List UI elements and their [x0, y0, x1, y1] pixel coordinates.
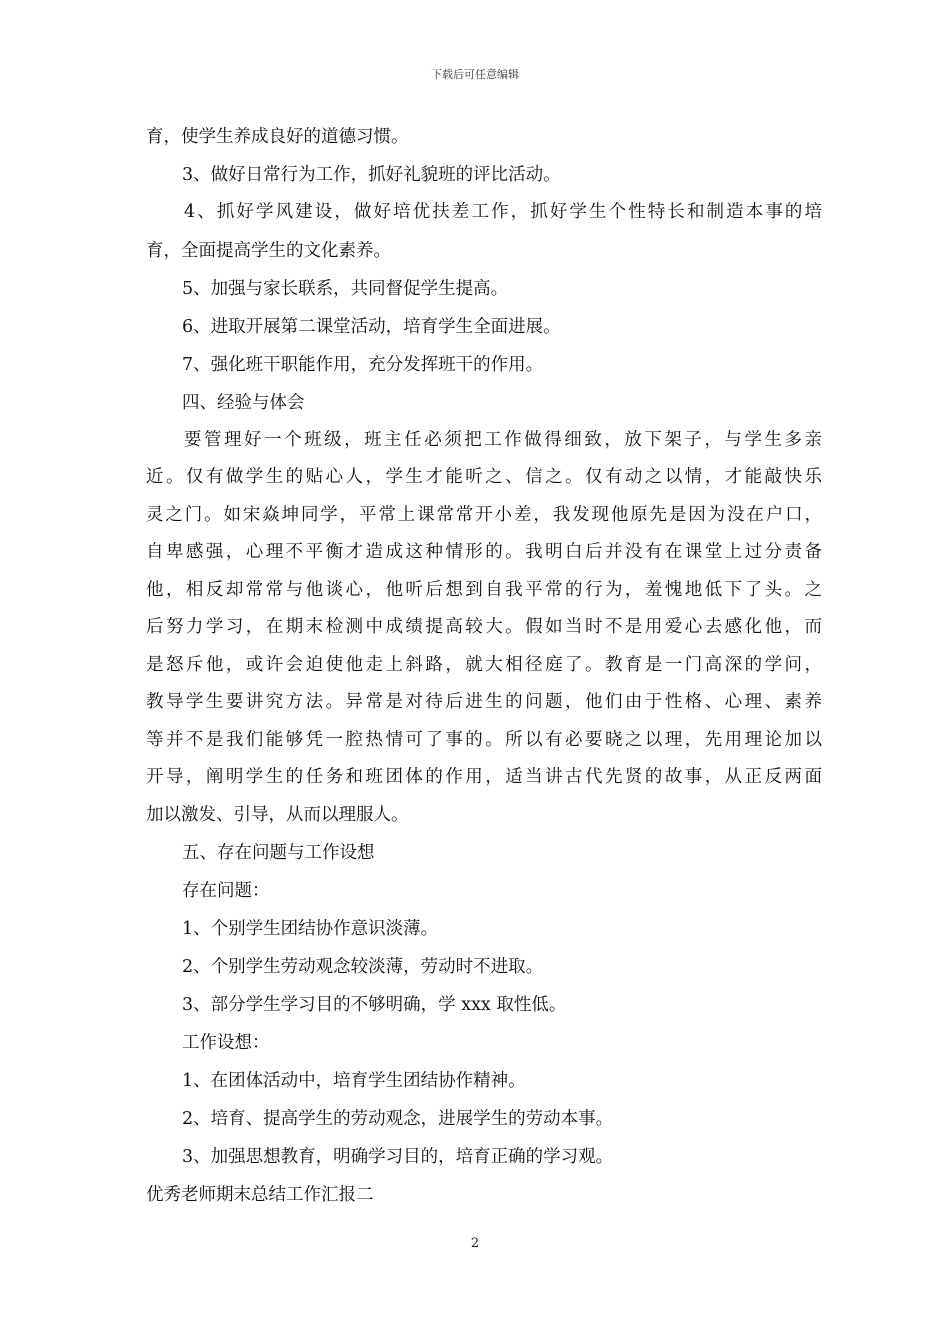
- paragraph-line: 灵之门。如宋焱坤同学，平常上课常常开小差，我发现他原先是因为没在户口，: [146, 504, 822, 525]
- plan-item-3: 3、加强思想教育，明确学习目的，培育正确的学习观。: [182, 1147, 614, 1167]
- problem-item-1: 1、个别学生团结协作意识淡薄。: [182, 919, 439, 939]
- problem-item-3: 3、部分学生学习目的不够明确，学 xxx 取性低。: [182, 995, 567, 1015]
- list-item-3: 3、做好日常行为工作，抓好礼貌班的评比活动。: [182, 165, 561, 185]
- subheading-plans: 工作设想：: [182, 1033, 270, 1053]
- paragraph-line: 后努力学习，在期末检测中成绩提高较大。假如当时不是用爱心去感化他，而: [146, 617, 822, 637]
- list-item-7: 7、强化班干职能作用，充分发挥班干的作用。: [182, 354, 544, 375]
- paragraph-line: 他，相反却常常与他谈心，他听后想到自我平常的行为，羞愧地低下了头。之: [146, 579, 822, 600]
- experience-paragraph: [146, 422, 822, 835]
- header-note: 下载后可任意编辑: [431, 68, 519, 81]
- list-item-5: 5、加强与家长联系，共同督促学生提高。: [182, 278, 509, 299]
- list-item-6: 6、进取开展第二课堂活动，培育学生全面进展。: [182, 316, 561, 337]
- subheading-problems: 存在问题：: [182, 881, 270, 901]
- section-heading-experience: 四、经验与体会: [182, 392, 305, 413]
- paragraph-line: 自卑感强，心理不平衡才造成这种情形的。我明白后并没有在课堂上过分责备: [146, 542, 822, 562]
- paragraph-line: 是怒斥他，或许会迫使他走上斜路，就大相径庭了。教育是一门高深的学问，: [146, 654, 822, 675]
- next-report-title: 优秀老师期末总结工作汇报二: [146, 1185, 374, 1205]
- section-heading-problems-plans: 五、存在问题与工作设想: [182, 843, 375, 863]
- paragraph-line: 教导学生要讲究方法。异常是对待后进生的问题，他们由于性格、心理、素养: [146, 692, 822, 712]
- paragraph-line: 等并不是我们能够凭一腔热情可了事的。所以有必要晓之以理，先用理论加以: [146, 729, 822, 750]
- paragraph-line: 开导，阐明学生的任务和班团体的作用，适当讲古代先贤的故事，从正反两面: [146, 767, 822, 787]
- list-item-4: 4、抓好学风建设，做好培优扶差工作，抓好学生个性特长和制造本事的培: [184, 202, 822, 222]
- list-item-4-continuation: 育，全面提高学生的文化素养。: [146, 240, 391, 261]
- page-number: 2: [470, 1236, 480, 1251]
- problem-item-2: 2、个别学生劳动观念较淡薄，劳动时不进取。: [182, 957, 544, 977]
- paragraph-line: 近。仅有做学生的贴心人，学生才能听之、信之。仅有动之以情，才能敲快乐: [146, 467, 822, 487]
- plan-item-1: 1、在团体活动中，培育学生团结协作精神。: [182, 1071, 526, 1091]
- paragraph-line: 要管理好一个班级，班主任必须把工作做得细致，放下架子，与学生多亲: [184, 429, 822, 450]
- paragraph-line: 加以激发、引导，从而以理服人。: [146, 804, 409, 825]
- text-line-continuation: 育，使学生养成良好的道德习惯。: [146, 127, 409, 147]
- plan-item-2: 2、培育、提高学生的劳动观念，进展学生的劳动本事。: [182, 1109, 614, 1129]
- document-body: [146, 118, 822, 1214]
